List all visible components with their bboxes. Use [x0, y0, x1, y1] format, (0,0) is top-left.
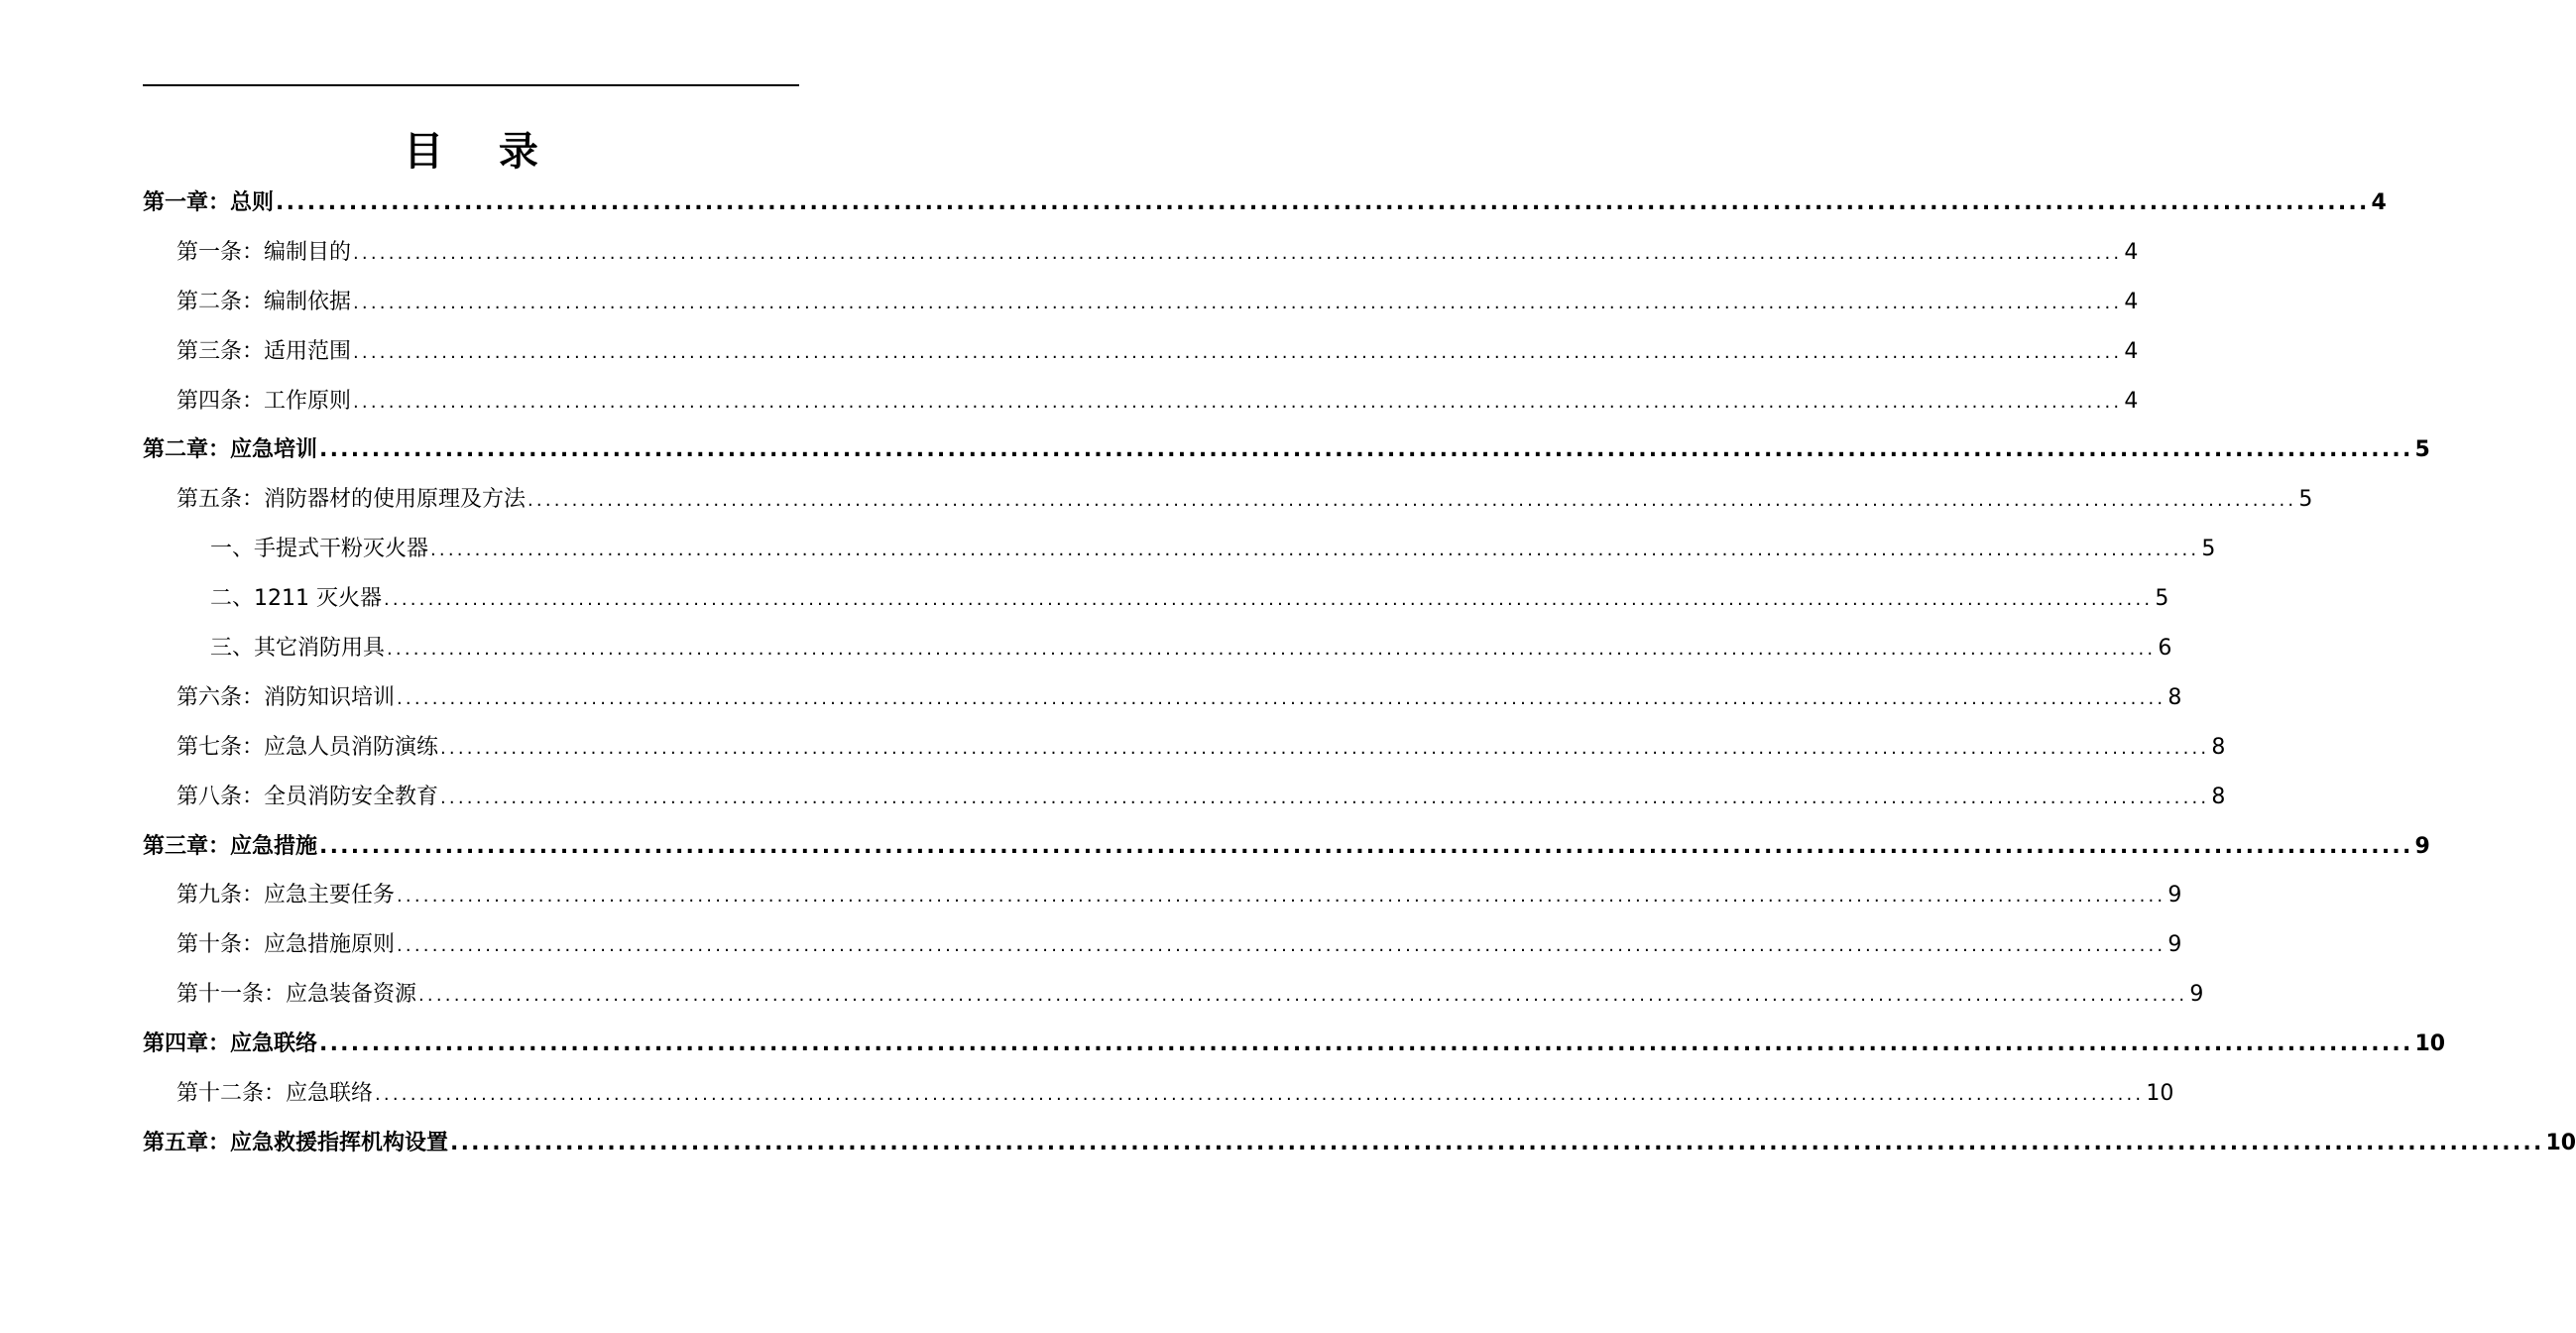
toc-dot-leader: ........................................................................................................................................................................................................	[319, 1031, 2413, 1057]
toc-page-number: 5	[2414, 437, 2430, 463]
toc-dot-leader: ........................................................................................................................................................................................................	[397, 687, 2166, 709]
toc-chapter-entry[interactable]	[143, 1119, 2576, 1168]
toc-page-number: 9	[2189, 982, 2204, 1008]
toc-page-number: 6	[2158, 636, 2172, 662]
toc-dot-leader: ........................................................................................................................................................................................................	[319, 437, 2413, 463]
toc-article-entry[interactable]	[143, 475, 2313, 525]
toc-dot-leader: ........................................................................................................................................................................................................	[397, 935, 2166, 957]
toc-article-entry[interactable]	[143, 1069, 2174, 1119]
toc-dot-leader: ........................................................................................................................................................................................................	[353, 242, 2123, 264]
toc-entry-text: 第三章：应急措施	[143, 833, 318, 859]
toc-chapter-entry[interactable]	[143, 822, 2430, 872]
toc-page-number: 9	[2414, 833, 2430, 859]
toc-entry-text: 第七条：应急人员消防演练	[176, 734, 439, 760]
toc-page-number: 5	[2155, 586, 2169, 612]
toc-article-entry[interactable]	[143, 723, 2226, 773]
toc-page-number: 8	[2167, 684, 2182, 710]
toc-dot-leader: ........................................................................................................................................................................................................	[353, 341, 2123, 363]
header-rule	[143, 84, 799, 86]
toc-article-entry[interactable]	[143, 920, 2182, 970]
toc-dot-leader: ........................................................................................................................................................................................................	[383, 589, 2154, 611]
toc-article-entry[interactable]	[143, 228, 2139, 278]
toc-entry-text: 第十一条：应急装备资源	[176, 982, 417, 1008]
toc-dot-leader: ........................................................................................................................................................................................................	[450, 1130, 2544, 1155]
toc-entry-text: 一、手提式干粉灭火器	[210, 537, 429, 562]
toc-chapter-entry[interactable]	[143, 179, 2387, 228]
table-of-contents	[143, 179, 2576, 1168]
toc-page-number: 5	[2298, 487, 2313, 513]
toc-entry-text: 第五条：消防器材的使用原理及方法	[176, 487, 527, 513]
toc-article-entry[interactable]	[143, 327, 2139, 377]
toc-subitem-entry[interactable]	[143, 574, 2169, 624]
toc-page-number: 10	[2146, 1081, 2174, 1107]
toc-entry-text: 第一条：编制目的	[176, 239, 352, 265]
toc-entry-text: 三、其它消防用具	[210, 636, 386, 662]
toc-page-number: 4	[2124, 388, 2139, 414]
toc-page-number: 4	[2124, 289, 2139, 314]
toc-page-number: 5	[2201, 537, 2216, 562]
toc-dot-leader: ........................................................................................................................................................................................................	[387, 639, 2157, 661]
toc-subitem-entry[interactable]	[143, 624, 2172, 673]
toc-page-number: 10	[2414, 1031, 2446, 1057]
toc-article-entry[interactable]	[143, 377, 2139, 426]
toc-dot-leader: ........................................................................................................................................................................................................	[276, 190, 2370, 215]
toc-chapter-entry[interactable]	[143, 425, 2430, 475]
toc-dot-leader: ........................................................................................................................................................................................................	[353, 292, 2123, 313]
toc-article-entry[interactable]	[143, 278, 2139, 327]
toc-dot-leader: ........................................................................................................................................................................................................	[418, 985, 2188, 1007]
toc-dot-leader: ........................................................................................................................................................................................................	[397, 886, 2166, 908]
toc-article-entry[interactable]	[143, 773, 2226, 822]
toc-article-entry[interactable]	[143, 673, 2182, 723]
toc-page-number: 9	[2167, 883, 2182, 909]
toc-subitem-entry[interactable]	[143, 525, 2216, 574]
toc-article-entry[interactable]	[143, 871, 2182, 920]
toc-chapter-entry[interactable]	[143, 1020, 2446, 1069]
toc-entry-text: 第十条：应急措施原则	[176, 932, 396, 958]
toc-dot-leader: ........................................................................................................................................................................................................	[430, 540, 2200, 561]
toc-dot-leader: ........................................................................................................................................................................................................	[527, 490, 2297, 512]
toc-entry-text: 第六条：消防知识培训	[176, 684, 396, 710]
toc-entry-text: 第一章：总则	[143, 190, 275, 215]
toc-entry-text: 第九条：应急主要任务	[176, 883, 396, 909]
toc-page-number: 4	[2371, 190, 2387, 215]
toc-page-number: 8	[2211, 784, 2226, 809]
toc-page-number: 9	[2167, 932, 2182, 958]
toc-entry-text: 第四条：工作原则	[176, 388, 352, 414]
toc-page-number: 8	[2211, 734, 2226, 760]
toc-page-number: 4	[2124, 239, 2139, 265]
toc-article-entry[interactable]	[143, 970, 2204, 1020]
toc-entry-text: 二、1211 灭火器	[210, 586, 382, 612]
toc-page-number: 4	[2124, 338, 2139, 364]
toc-entry-text: 第二章：应急培训	[143, 437, 318, 463]
toc-dot-leader: ........................................................................................................................................................................................................	[375, 1084, 2145, 1106]
toc-entry-text: 第五章：应急救援指挥机构设置	[143, 1130, 449, 1155]
toc-dot-leader: ........................................................................................................................................................................................................	[440, 787, 2210, 808]
toc-entry-text: 第三条：适用范围	[176, 338, 352, 364]
toc-page-number: 10	[2545, 1130, 2576, 1155]
toc-title: 目 录	[404, 129, 538, 175]
toc-entry-text: 第十二条：应急联络	[176, 1081, 374, 1107]
toc-entry-text: 第四章：应急联络	[143, 1031, 318, 1057]
toc-dot-leader: ........................................................................................................................................................................................................	[440, 737, 2210, 759]
toc-dot-leader: ........................................................................................................................................................................................................	[353, 391, 2123, 413]
toc-entry-text: 第八条：全员消防安全教育	[176, 784, 439, 809]
toc-dot-leader: ........................................................................................................................................................................................................	[319, 833, 2413, 859]
toc-entry-text: 第二条：编制依据	[176, 289, 352, 314]
